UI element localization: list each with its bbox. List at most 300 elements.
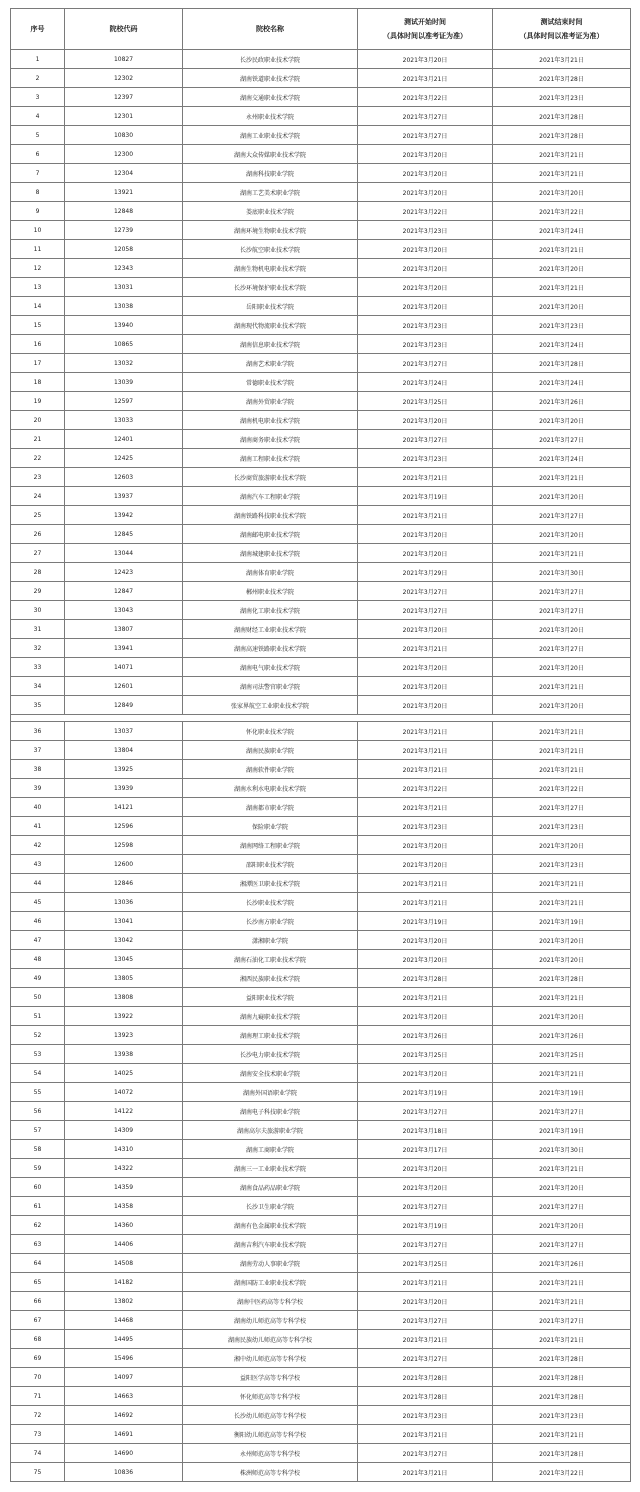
cell-name: 湖南环境生物职业技术学院 xyxy=(183,221,358,240)
cell-end: 2021年3月21日 xyxy=(493,893,631,912)
cell-code: 12597 xyxy=(65,392,183,411)
cell-end: 2021年3月27日 xyxy=(493,601,631,620)
cell-code: 13939 xyxy=(65,779,183,798)
cell-index: 7 xyxy=(11,164,65,183)
cell-index: 65 xyxy=(11,1273,65,1292)
cell-code: 13041 xyxy=(65,912,183,931)
cell-code: 14360 xyxy=(65,1216,183,1235)
cell-code: 14182 xyxy=(65,1273,183,1292)
cell-start: 2021年3月21日 xyxy=(358,1425,493,1444)
cell-start: 2021年3月27日 xyxy=(358,354,493,373)
cell-name: 保险职业学院 xyxy=(183,817,358,836)
cell-name: 湖南安全技术职业学院 xyxy=(183,1064,358,1083)
header-start xyxy=(358,9,493,50)
cell-end: 2021年3月21日 xyxy=(493,145,631,164)
cell-index: 20 xyxy=(11,411,65,430)
table-row xyxy=(11,912,631,931)
cell-index: 5 xyxy=(11,126,65,145)
table-row xyxy=(11,430,631,449)
cell-code: 12596 xyxy=(65,817,183,836)
cell-start: 2021年3月27日 xyxy=(358,601,493,620)
cell-index: 10 xyxy=(11,221,65,240)
table-row xyxy=(11,1121,631,1140)
cell-code: 12845 xyxy=(65,525,183,544)
cell-index: 55 xyxy=(11,1083,65,1102)
cell-code: 13043 xyxy=(65,601,183,620)
cell-end: 2021年3月24日 xyxy=(493,335,631,354)
cell-end: 2021年3月27日 xyxy=(493,582,631,601)
cell-index: 34 xyxy=(11,677,65,696)
cell-name: 湖南高尔夫旅游职业学院 xyxy=(183,1121,358,1140)
cell-end: 2021年3月28日 xyxy=(493,969,631,988)
cell-end: 2021年3月26日 xyxy=(493,1026,631,1045)
cell-name: 湖南工业职业技术学院 xyxy=(183,126,358,145)
cell-code: 12846 xyxy=(65,874,183,893)
cell-end: 2021年3月21日 xyxy=(493,741,631,760)
cell-name: 湖南工程职业技术学院 xyxy=(183,449,358,468)
cell-end: 2021年3月21日 xyxy=(493,722,631,741)
cell-name: 怀化师范高等专科学校 xyxy=(183,1387,358,1406)
header-end xyxy=(493,9,631,50)
cell-start: 2021年3月21日 xyxy=(358,506,493,525)
table-row xyxy=(11,373,631,392)
table-row xyxy=(11,601,631,620)
cell-end: 2021年3月22日 xyxy=(493,1463,631,1482)
cell-end: 2021年3月20日 xyxy=(493,950,631,969)
cell-end: 2021年3月20日 xyxy=(493,525,631,544)
table-row xyxy=(11,506,631,525)
cell-code: 12423 xyxy=(65,563,183,582)
cell-start: 2021年3月19日 xyxy=(358,487,493,506)
table-row xyxy=(11,620,631,639)
table-row xyxy=(11,50,631,69)
cell-start: 2021年3月21日 xyxy=(358,1463,493,1482)
cell-start: 2021年3月20日 xyxy=(358,1007,493,1026)
cell-code: 12600 xyxy=(65,855,183,874)
cell-index: 32 xyxy=(11,639,65,658)
cell-start: 2021年3月20日 xyxy=(358,658,493,677)
cell-index: 51 xyxy=(11,1007,65,1026)
cell-code: 14310 xyxy=(65,1140,183,1159)
cell-index: 43 xyxy=(11,855,65,874)
table-row xyxy=(11,1292,631,1311)
cell-code: 12058 xyxy=(65,240,183,259)
cell-code: 10865 xyxy=(65,335,183,354)
cell-end: 2021年3月24日 xyxy=(493,449,631,468)
cell-index: 59 xyxy=(11,1159,65,1178)
cell-end: 2021年3月21日 xyxy=(493,468,631,487)
cell-end: 2021年3月20日 xyxy=(493,658,631,677)
table-row xyxy=(11,544,631,563)
cell-index: 35 xyxy=(11,696,65,715)
cell-name: 永州职业技术学院 xyxy=(183,107,358,126)
cell-code: 13940 xyxy=(65,316,183,335)
cell-code: 12425 xyxy=(65,449,183,468)
cell-end: 2021年3月28日 xyxy=(493,1349,631,1368)
cell-name: 长沙卫生职业学院 xyxy=(183,1197,358,1216)
cell-name: 湖南信息职业技术学院 xyxy=(183,335,358,354)
cell-code: 13039 xyxy=(65,373,183,392)
cell-name: 湖南都市职业学院 xyxy=(183,798,358,817)
cell-name: 湘西民族职业技术学院 xyxy=(183,969,358,988)
table-row xyxy=(11,1273,631,1292)
table-row xyxy=(11,1026,631,1045)
cell-start: 2021年3月21日 xyxy=(358,639,493,658)
cell-code: 12601 xyxy=(65,677,183,696)
cell-index: 37 xyxy=(11,741,65,760)
cell-start: 2021年3月22日 xyxy=(358,88,493,107)
cell-start: 2021年3月20日 xyxy=(358,50,493,69)
cell-index: 26 xyxy=(11,525,65,544)
cell-name: 长沙幼儿师范高等专科学校 xyxy=(183,1406,358,1425)
cell-code: 12300 xyxy=(65,145,183,164)
cell-end: 2021年3月24日 xyxy=(493,373,631,392)
cell-code: 12304 xyxy=(65,164,183,183)
table-row xyxy=(11,1444,631,1463)
table-row xyxy=(11,836,631,855)
cell-index: 19 xyxy=(11,392,65,411)
cell-code: 14468 xyxy=(65,1311,183,1330)
cell-name: 湖南食品药品职业学院 xyxy=(183,1178,358,1197)
table-row xyxy=(11,1045,631,1064)
table-row xyxy=(11,1311,631,1330)
cell-name: 湖南电气职业技术学院 xyxy=(183,658,358,677)
table-row xyxy=(11,969,631,988)
cell-end: 2021年3月20日 xyxy=(493,931,631,950)
cell-code: 13044 xyxy=(65,544,183,563)
cell-start: 2021年3月20日 xyxy=(358,145,493,164)
table-row xyxy=(11,202,631,221)
cell-index: 22 xyxy=(11,449,65,468)
cell-end: 2021年3月21日 xyxy=(493,760,631,779)
cell-index: 31 xyxy=(11,620,65,639)
cell-end: 2021年3月30日 xyxy=(493,563,631,582)
cell-start: 2021年3月21日 xyxy=(358,893,493,912)
cell-code: 14309 xyxy=(65,1121,183,1140)
cell-name: 湖南高速铁路职业技术学院 xyxy=(183,639,358,658)
cell-start: 2021年3月20日 xyxy=(358,544,493,563)
cell-code: 14691 xyxy=(65,1425,183,1444)
cell-start: 2021年3月20日 xyxy=(358,1292,493,1311)
table-row xyxy=(11,335,631,354)
cell-name: 湖南财经工业职业技术学院 xyxy=(183,620,358,639)
cell-index: 68 xyxy=(11,1330,65,1349)
cell-name: 湖南科技职业学院 xyxy=(183,164,358,183)
cell-code: 14071 xyxy=(65,658,183,677)
cell-code: 13938 xyxy=(65,1045,183,1064)
cell-name: 湖南幼儿师范高等专科学校 xyxy=(183,1311,358,1330)
cell-start: 2021年3月20日 xyxy=(358,1178,493,1197)
table-row xyxy=(11,164,631,183)
cell-end: 2021年3月21日 xyxy=(493,278,631,297)
table-row xyxy=(11,855,631,874)
cell-name: 湘潭医卫职业技术学院 xyxy=(183,874,358,893)
table-row xyxy=(11,297,631,316)
table-row xyxy=(11,658,631,677)
cell-start: 2021年3月25日 xyxy=(358,1045,493,1064)
table-row xyxy=(11,259,631,278)
cell-code: 10827 xyxy=(65,50,183,69)
table-row xyxy=(11,107,631,126)
schedule-sheet xyxy=(10,8,630,1482)
table-row xyxy=(11,1007,631,1026)
table-row xyxy=(11,69,631,88)
cell-code: 12603 xyxy=(65,468,183,487)
cell-code: 13804 xyxy=(65,741,183,760)
table-row xyxy=(11,1254,631,1273)
cell-index: 74 xyxy=(11,1444,65,1463)
cell-start: 2021年3月21日 xyxy=(358,874,493,893)
table-row xyxy=(11,1349,631,1368)
cell-end: 2021年3月23日 xyxy=(493,316,631,335)
cell-index: 27 xyxy=(11,544,65,563)
header-end-title: 测试结束时间 xyxy=(540,18,583,26)
cell-start: 2021年3月27日 xyxy=(358,430,493,449)
cell-end: 2021年3月23日 xyxy=(493,855,631,874)
cell-name: 湖南三一工业职业技术学院 xyxy=(183,1159,358,1178)
cell-code: 14322 xyxy=(65,1159,183,1178)
cell-end: 2021年3月21日 xyxy=(493,988,631,1007)
cell-index: 9 xyxy=(11,202,65,221)
table-row xyxy=(11,1083,631,1102)
cell-index: 15 xyxy=(11,316,65,335)
cell-start: 2021年3月21日 xyxy=(358,468,493,487)
cell-index: 69 xyxy=(11,1349,65,1368)
table-row xyxy=(11,582,631,601)
page-break-gap xyxy=(11,715,631,722)
cell-end: 2021年3月21日 xyxy=(493,1425,631,1444)
cell-start: 2021年3月20日 xyxy=(358,855,493,874)
cell-start: 2021年3月20日 xyxy=(358,164,493,183)
cell-end: 2021年3月24日 xyxy=(493,221,631,240)
table-row xyxy=(11,145,631,164)
cell-end: 2021年3月19日 xyxy=(493,1083,631,1102)
cell-end: 2021年3月21日 xyxy=(493,1159,631,1178)
cell-name: 湖南软件职业学院 xyxy=(183,760,358,779)
table-row xyxy=(11,722,631,741)
cell-end: 2021年3月20日 xyxy=(493,1178,631,1197)
cell-code: 13037 xyxy=(65,722,183,741)
cell-end: 2021年3月20日 xyxy=(493,259,631,278)
table-row xyxy=(11,316,631,335)
cell-code: 13941 xyxy=(65,639,183,658)
cell-code: 10836 xyxy=(65,1463,183,1482)
table-row xyxy=(11,1330,631,1349)
cell-name: 长沙职业技术学院 xyxy=(183,893,358,912)
header-start-title: 测试开始时间 xyxy=(404,18,446,26)
cell-end: 2021年3月28日 xyxy=(493,1387,631,1406)
cell-index: 62 xyxy=(11,1216,65,1235)
cell-index: 44 xyxy=(11,874,65,893)
cell-start: 2021年3月20日 xyxy=(358,183,493,202)
cell-index: 17 xyxy=(11,354,65,373)
cell-index: 49 xyxy=(11,969,65,988)
table-row xyxy=(11,988,631,1007)
cell-start: 2021年3月21日 xyxy=(358,741,493,760)
cell-code: 13042 xyxy=(65,931,183,950)
table-row xyxy=(11,677,631,696)
cell-index: 2 xyxy=(11,69,65,88)
header-start-note: （具体时间以准考证为准） xyxy=(383,32,467,40)
cell-start: 2021年3月20日 xyxy=(358,677,493,696)
table-row xyxy=(11,183,631,202)
cell-end: 2021年3月21日 xyxy=(493,164,631,183)
cell-code: 13937 xyxy=(65,487,183,506)
table-row xyxy=(11,893,631,912)
table-row xyxy=(11,760,631,779)
cell-index: 70 xyxy=(11,1368,65,1387)
cell-index: 13 xyxy=(11,278,65,297)
cell-name: 张家界航空工业职业技术学院 xyxy=(183,696,358,715)
cell-name: 湖南商务职业技术学院 xyxy=(183,430,358,449)
cell-name: 湖南工商职业学院 xyxy=(183,1140,358,1159)
cell-index: 25 xyxy=(11,506,65,525)
cell-name: 湖南司法警官职业学院 xyxy=(183,677,358,696)
cell-code: 14072 xyxy=(65,1083,183,1102)
cell-name: 娄底职业技术学院 xyxy=(183,202,358,221)
table-row xyxy=(11,449,631,468)
schedule-table xyxy=(10,8,631,1482)
cell-index: 41 xyxy=(11,817,65,836)
cell-end: 2021年3月20日 xyxy=(493,411,631,430)
cell-code: 14406 xyxy=(65,1235,183,1254)
cell-index: 14 xyxy=(11,297,65,316)
cell-index: 47 xyxy=(11,931,65,950)
cell-code: 13922 xyxy=(65,1007,183,1026)
cell-end: 2021年3月21日 xyxy=(493,240,631,259)
cell-start: 2021年3月27日 xyxy=(358,582,493,601)
cell-start: 2021年3月27日 xyxy=(358,126,493,145)
cell-code: 14358 xyxy=(65,1197,183,1216)
cell-name: 湖南石油化工职业技术学院 xyxy=(183,950,358,969)
cell-start: 2021年3月23日 xyxy=(358,221,493,240)
cell-code: 14097 xyxy=(65,1368,183,1387)
cell-code: 13925 xyxy=(65,760,183,779)
cell-name: 湖南工艺美术职业学院 xyxy=(183,183,358,202)
cell-name: 湖南交通职业技术学院 xyxy=(183,88,358,107)
cell-index: 39 xyxy=(11,779,65,798)
cell-end: 2021年3月20日 xyxy=(493,1216,631,1235)
cell-index: 18 xyxy=(11,373,65,392)
cell-start: 2021年3月21日 xyxy=(358,1273,493,1292)
cell-index: 21 xyxy=(11,430,65,449)
cell-index: 50 xyxy=(11,988,65,1007)
table-row xyxy=(11,525,631,544)
table-row xyxy=(11,278,631,297)
cell-code: 14122 xyxy=(65,1102,183,1121)
cell-name: 岳阳职业技术学院 xyxy=(183,297,358,316)
cell-name: 湖南有色金属职业技术学院 xyxy=(183,1216,358,1235)
cell-start: 2021年3月28日 xyxy=(358,1368,493,1387)
page-break-cell xyxy=(11,715,631,722)
cell-name: 湖南化工职业技术学院 xyxy=(183,601,358,620)
cell-name: 湖南大众传媒职业技术学院 xyxy=(183,145,358,164)
header-name: 院校名称 xyxy=(183,9,358,50)
cell-name: 湖南体育职业学院 xyxy=(183,563,358,582)
cell-index: 6 xyxy=(11,145,65,164)
cell-index: 1 xyxy=(11,50,65,69)
cell-start: 2021年3月17日 xyxy=(358,1140,493,1159)
cell-name: 湖南艺术职业学院 xyxy=(183,354,358,373)
cell-index: 28 xyxy=(11,563,65,582)
cell-start: 2021年3月22日 xyxy=(358,779,493,798)
cell-name: 湖南国防工业职业技术学院 xyxy=(183,1273,358,1292)
cell-end: 2021年3月20日 xyxy=(493,836,631,855)
cell-start: 2021年3月23日 xyxy=(358,335,493,354)
cell-name: 湖南汽车工程职业学院 xyxy=(183,487,358,506)
table-row xyxy=(11,240,631,259)
table-row xyxy=(11,798,631,817)
cell-start: 2021年3月24日 xyxy=(358,373,493,392)
cell-index: 73 xyxy=(11,1425,65,1444)
cell-end: 2021年3月21日 xyxy=(493,544,631,563)
cell-start: 2021年3月29日 xyxy=(358,563,493,582)
cell-code: 12598 xyxy=(65,836,183,855)
table-body xyxy=(11,50,631,1482)
cell-end: 2021年3月28日 xyxy=(493,1368,631,1387)
cell-code: 12397 xyxy=(65,88,183,107)
cell-code: 13923 xyxy=(65,1026,183,1045)
cell-start: 2021年3月20日 xyxy=(358,950,493,969)
cell-code: 13805 xyxy=(65,969,183,988)
table-row xyxy=(11,1368,631,1387)
cell-name: 湖南邮电职业技术学院 xyxy=(183,525,358,544)
cell-start: 2021年3月25日 xyxy=(358,392,493,411)
cell-index: 71 xyxy=(11,1387,65,1406)
cell-index: 16 xyxy=(11,335,65,354)
cell-index: 3 xyxy=(11,88,65,107)
cell-index: 57 xyxy=(11,1121,65,1140)
cell-end: 2021年3月27日 xyxy=(493,1311,631,1330)
cell-code: 14121 xyxy=(65,798,183,817)
cell-name: 湖南铁路科技职业技术学院 xyxy=(183,506,358,525)
cell-start: 2021年3月20日 xyxy=(358,525,493,544)
table-row xyxy=(11,1064,631,1083)
cell-start: 2021年3月20日 xyxy=(358,931,493,950)
cell-end: 2021年3月23日 xyxy=(493,1406,631,1425)
cell-index: 12 xyxy=(11,259,65,278)
cell-start: 2021年3月23日 xyxy=(358,817,493,836)
cell-name: 邵阳职业技术学院 xyxy=(183,855,358,874)
cell-start: 2021年3月21日 xyxy=(358,988,493,1007)
cell-end: 2021年3月20日 xyxy=(493,297,631,316)
cell-index: 4 xyxy=(11,107,65,126)
cell-name: 湖南中医药高等专科学校 xyxy=(183,1292,358,1311)
table-row xyxy=(11,88,631,107)
table-row xyxy=(11,931,631,950)
cell-index: 8 xyxy=(11,183,65,202)
cell-index: 54 xyxy=(11,1064,65,1083)
cell-index: 58 xyxy=(11,1140,65,1159)
cell-end: 2021年3月21日 xyxy=(493,50,631,69)
cell-start: 2021年3月20日 xyxy=(358,620,493,639)
table-row xyxy=(11,468,631,487)
cell-start: 2021年3月28日 xyxy=(358,969,493,988)
cell-name: 长沙南方职业学院 xyxy=(183,912,358,931)
cell-start: 2021年3月28日 xyxy=(358,1387,493,1406)
cell-name: 益阳医学高等专科学校 xyxy=(183,1368,358,1387)
cell-code: 13036 xyxy=(65,893,183,912)
cell-code: 13921 xyxy=(65,183,183,202)
cell-start: 2021年3月19日 xyxy=(358,912,493,931)
cell-start: 2021年3月20日 xyxy=(358,696,493,715)
cell-index: 38 xyxy=(11,760,65,779)
table-row xyxy=(11,1463,631,1482)
cell-name: 益阳职业技术学院 xyxy=(183,988,358,1007)
cell-name: 长沙环境保护职业技术学院 xyxy=(183,278,358,297)
cell-name: 湖南民族职业学院 xyxy=(183,741,358,760)
cell-end: 2021年3月21日 xyxy=(493,1064,631,1083)
